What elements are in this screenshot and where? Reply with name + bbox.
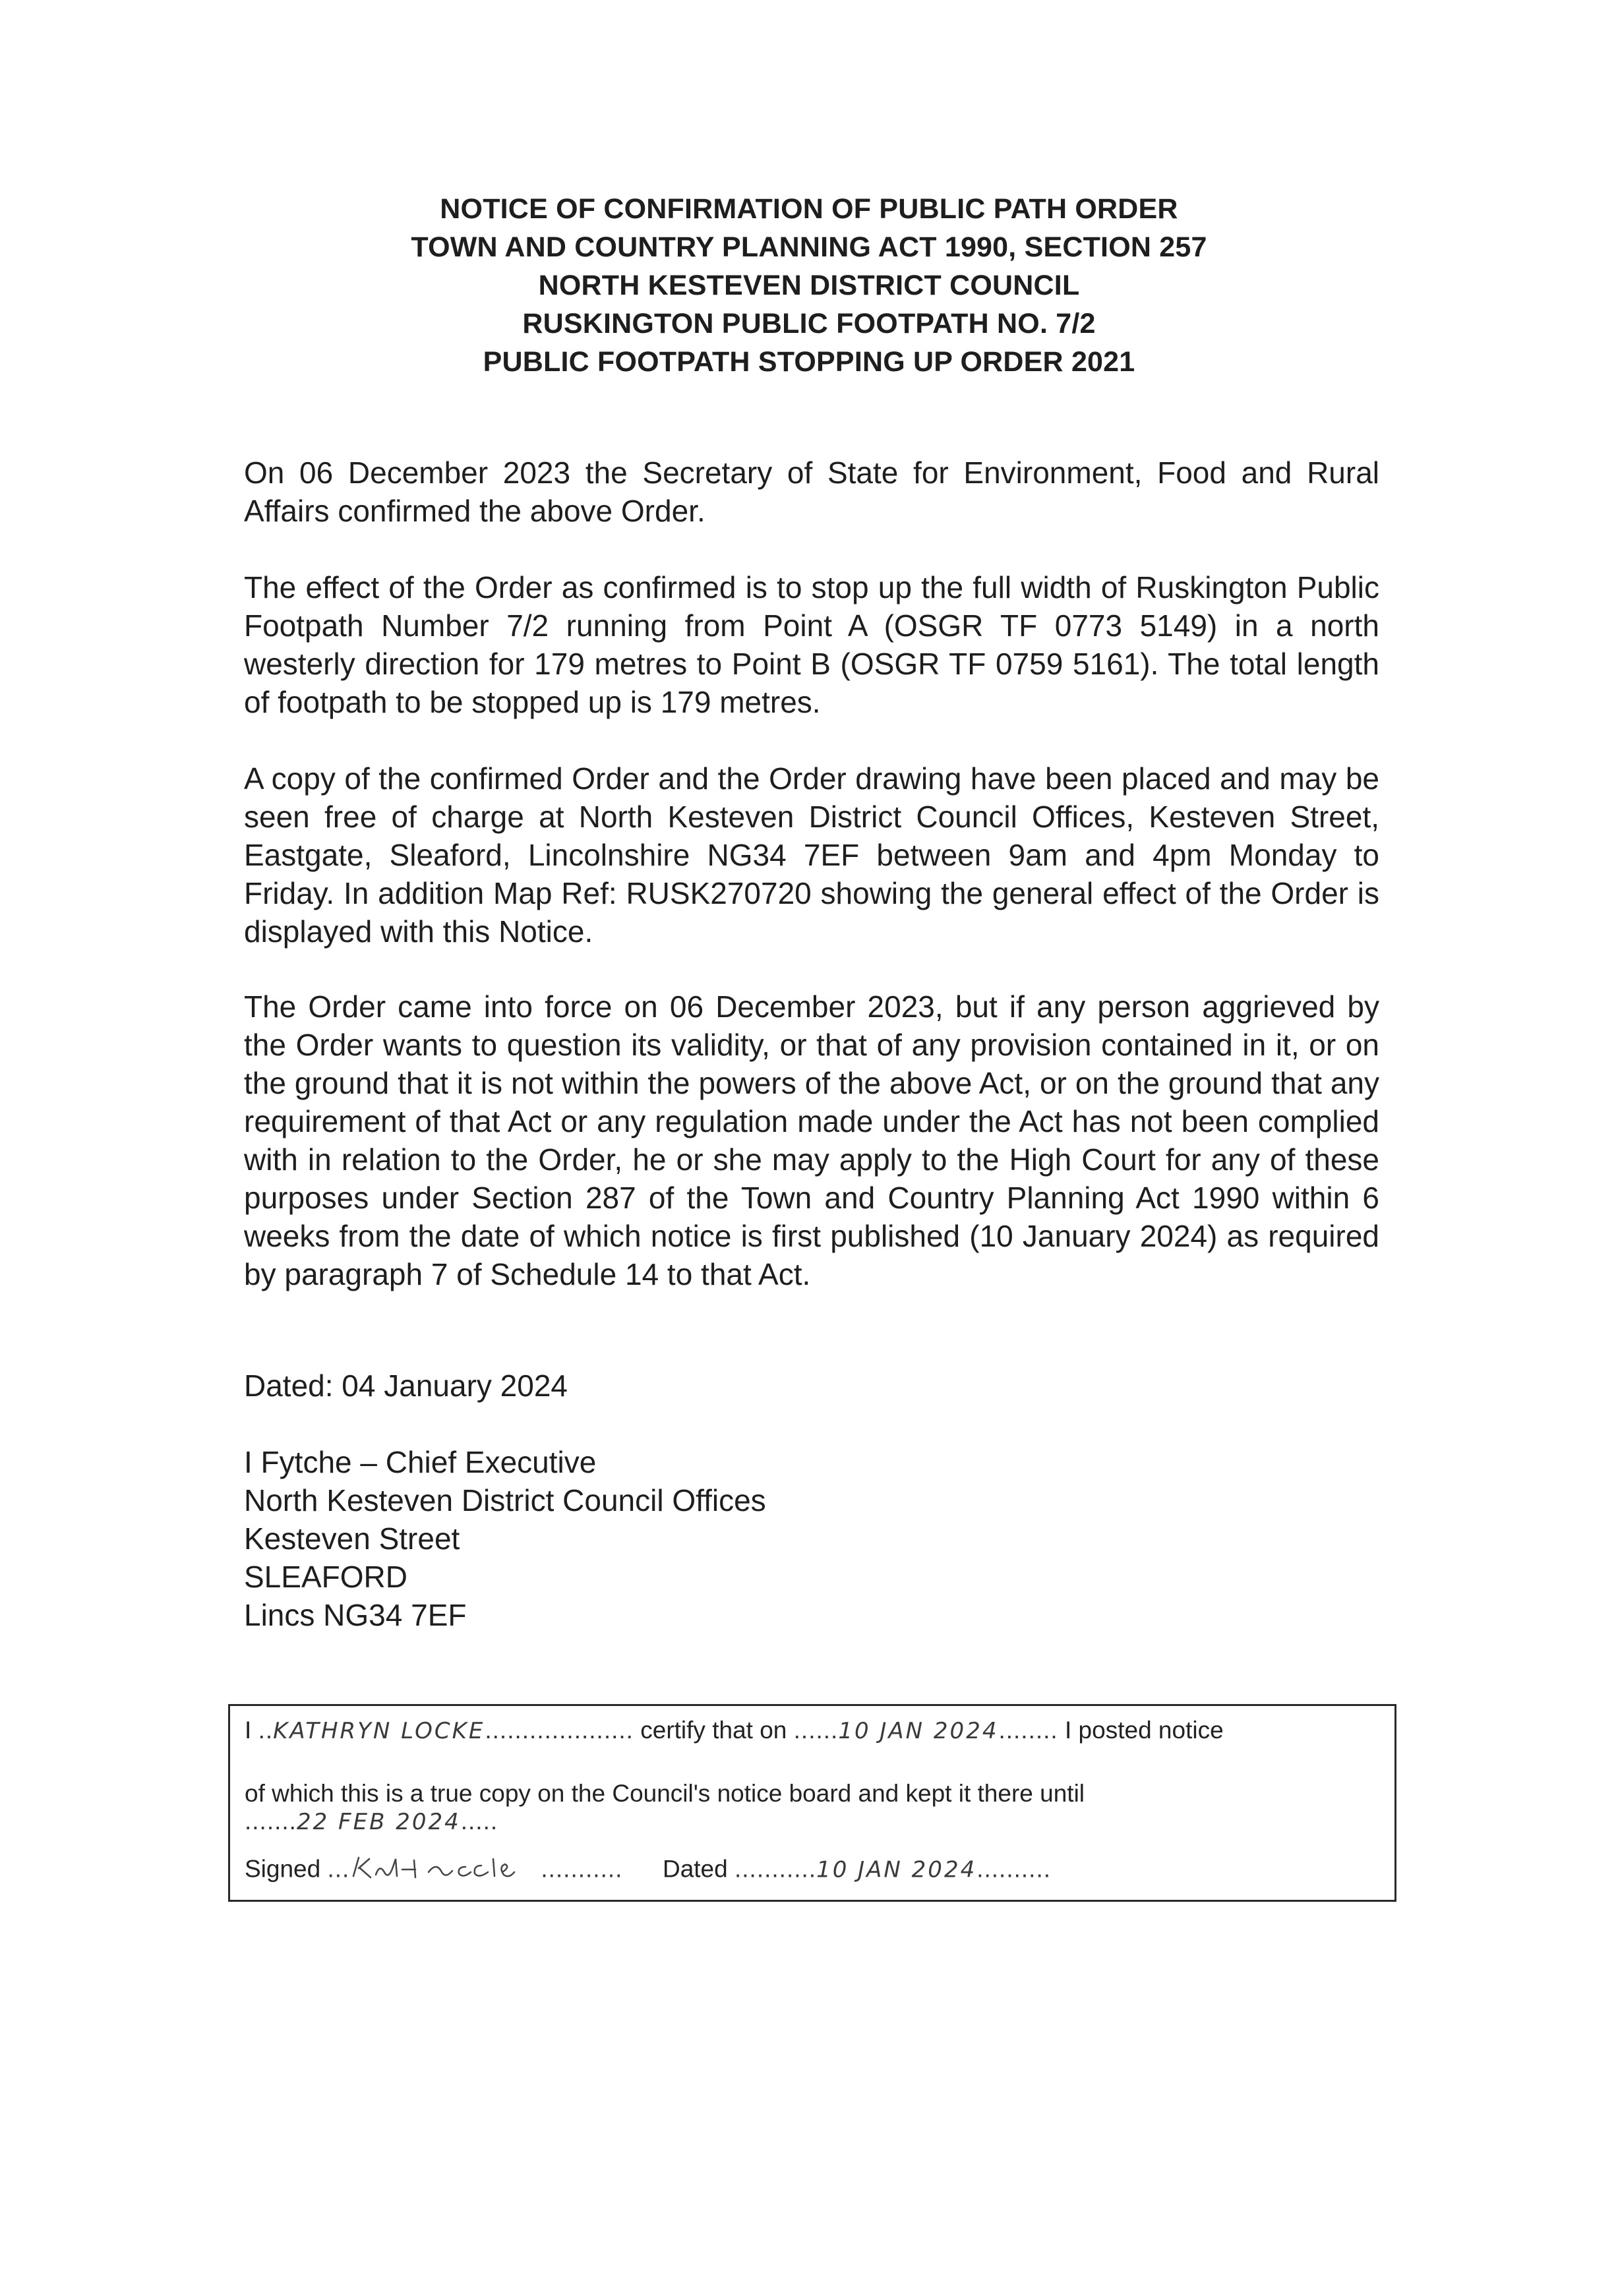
paragraph-effect: The effect of the Order as confirmed is to stop up the full width of Ruskington Public Footpath Number 7/2 running from Point A (OSGR TF 0773 5149) in a north westerly direction for 179 metres to Point B (OSGR TF 0759 5161). The total length of footpath to be stopped up is 179 metres.: [244, 570, 1379, 719]
address-line-street: Kesteven Street: [244, 1521, 460, 1556]
signature-scribble-icon: [349, 1852, 541, 1883]
title-line-5: PUBLIC FOOTPATH STOPPING UP ORDER 2021: [483, 346, 1135, 378]
until-date: 22 FEB 2024: [296, 1809, 461, 1835]
handwritten-signature: [349, 1852, 541, 1889]
dated-label: Dated: [662, 1855, 728, 1883]
notice-title: [0, 190, 1618, 381]
title-line-4: RUSKINGTON PUBLIC FOOTPATH NO. 7/2: [522, 308, 1096, 339]
certificate-line-2: of which this is a true copy on the Council's notice board and kept it there until: [245, 1780, 1085, 1807]
certificate-i: I: [245, 1717, 252, 1744]
certificate-until-line: .......22 FEB 2024.....: [245, 1808, 498, 1835]
certificate-line-1: I ..KATHRYN LOCKE.................... certify that on ......10 JAN 2024........ I posted notice: [245, 1717, 1224, 1744]
posted-date: 10 JAN 2024: [838, 1718, 999, 1744]
paragraph-inspection: A copy of the confirmed Order and the Order drawing have been placed and may be seen free of charge at North Kesteven District Council Offices, Kesteven Street, Eastgate, Sleaford, Lincolnshire NG34 7EF between 9am and 4pm Monday to Friday. In addition Map Ref: RUSK270720 showing the general effect of the Order is displayed with this Notice.: [244, 761, 1379, 949]
address-line-postcode: Lincs NG34 7EF: [244, 1598, 467, 1632]
signatory-block: [244, 1443, 1379, 1634]
paragraph-challenge: The Order came into force on 06 December 2023, but if any person aggrieved by the Order wants to question its validity, or that of any provision contained in it, or on the ground that it is not within the powers of the above Act, or on the ground that any requirement of that Act or any regulation made under the Act has not been complied with in relation to the Order, he or she may apply to the High Court for any of these purposes under Section 287 of the Town and Country Planning Act 1990 within 6 weeks from the date of which notice is first published (10 January 2024) as required by paragraph 7 of Schedule 14 to that Act.: [244, 989, 1379, 1291]
address-line-office: North Kesteven District Council Offices: [244, 1483, 766, 1517]
title-line-3: NORTH KESTEVEN DISTRICT COUNCIL: [538, 270, 1080, 301]
certificate-line-3: Signed ... ........... Dated ...........10 JAN 2024..........: [245, 1852, 1051, 1889]
posting-certificate: [228, 1704, 1396, 1902]
signed-label: Signed: [245, 1855, 321, 1883]
paragraph-confirmation: On 06 December 2023 the Secretary of State for Environment, Food and Rural Affairs confirmed the above Order.: [244, 456, 1379, 528]
address-line-town: SLEAFORD: [244, 1560, 407, 1594]
posted-notice-text: I posted notice: [1065, 1717, 1224, 1744]
certify-text: certify that on: [640, 1717, 787, 1744]
title-line-2: TOWN AND COUNTRY PLANNING ACT 1990, SECTION 257: [411, 231, 1207, 263]
certifier-name: KATHRYN LOCKE: [273, 1718, 485, 1744]
signatory-name: I Fytche – Chief Executive: [244, 1445, 597, 1479]
dated-line: Dated: 04 January 2024: [244, 1369, 568, 1403]
title-line-1: NOTICE OF CONFIRMATION OF PUBLIC PATH ORDER: [440, 193, 1178, 225]
certificate-dated: 10 JAN 2024: [816, 1856, 977, 1883]
